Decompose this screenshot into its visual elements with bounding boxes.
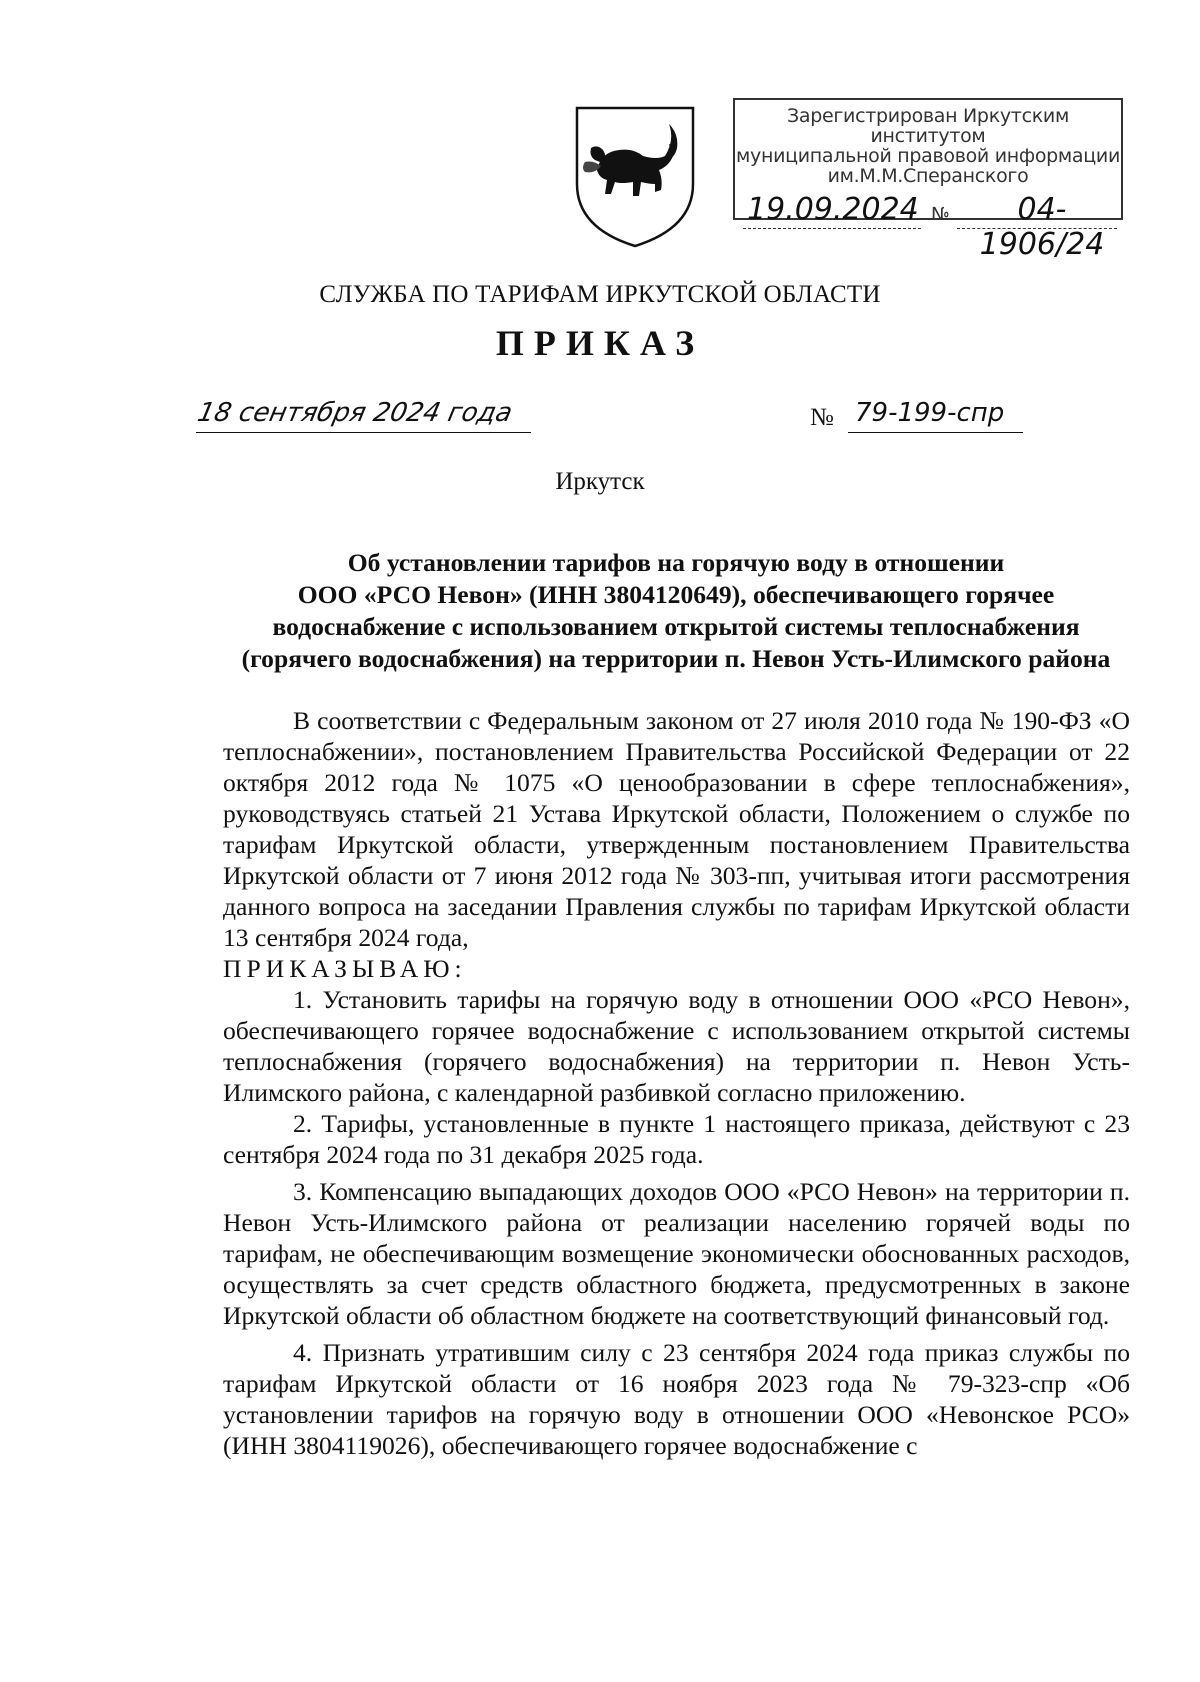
item-2-paragraph: 2. Тарифы, установленные в пункте 1 настоящего приказа, действуют с 23 сентября 2024 года по 31 декабря 2025 года.	[223, 1109, 1130, 1169]
title-line-3: водоснабжение с использованием открытой системы теплоснабжения	[272, 612, 1080, 641]
stamp-number-underline	[957, 228, 1117, 229]
item-4-paragraph: 4. Признать утратившим силу с 23 сентября 2024 года приказ службы по тарифам Иркутской области от 16 ноября 2023 года № 79-323-спр «Об установлении тарифов на горячую воду в отношении ООО «Невонское РСО» (ИНН 3804119026), обеспечивающего горячее водоснабжение с	[223, 1338, 1130, 1460]
order-date-underline	[196, 432, 531, 433]
title-line-2: ООО «РСО Невон» (ИНН 3804120649), обеспечивающего горячее	[297, 580, 1055, 609]
item-1-paragraph: 1. Установить тарифы на горячую воду в отношении ООО «РСО Невон», обеспечивающего горячее водоснабжение с использованием открытой системы теплоснабжения (горячего водоснабжения) на территории п. Невон Усть-Илимского района, с календарной разбивкой согласно приложению.	[223, 985, 1130, 1107]
document-title	[222, 547, 1130, 675]
stamp-registration-number: 04-1906/24	[979, 192, 1105, 262]
registration-stamp	[733, 98, 1123, 262]
preamble-paragraph: В соответствии с Федеральным законом от 27 июля 2010 года № 190-ФЗ «О теплоснабжении», постановлением Правительства Российской Федерации от 22 октября 2012 года № 1075 «О ценообразовании в сфере теплоснабжения», руководствуясь статьей 21 Устава Иркутской области, Положением о службе по тарифам Иркутской области, утвержденным постановлением Правительства Иркутской области от 7 июня 2012 года № 303-пп, учитывая итоги рассмотрения данного вопроса на заседании Правления службы по тарифам Иркутской области 13 сентября 2024 года,	[223, 706, 1130, 952]
order-date: 18 сентября 2024 года	[194, 398, 515, 428]
irkutsk-coat-of-arms-icon	[571, 100, 699, 250]
stamp-line-2: муниципальной правовой информации	[735, 145, 1121, 167]
document-body	[223, 705, 1130, 1461]
stamp-registration-row	[735, 192, 1121, 262]
title-line-4: (горячего водоснабжения) на территории п. Невон Усть-Илимского района	[241, 644, 1111, 673]
city: Иркутск	[555, 468, 645, 495]
order-number-underline	[848, 432, 1023, 433]
stamp-line-1: Зарегистрирован Иркутским институтом	[787, 105, 1069, 147]
order-word: ПРИКАЗЫВАЮ:	[223, 954, 467, 983]
title-line-1: Об установлении тарифов на горячую воду в отношении	[347, 548, 1005, 577]
order-number-label: №	[810, 404, 834, 431]
agency-name: СЛУЖБА ПО ТАРИФАМ ИРКУТСКОЙ ОБЛАСТИ	[319, 281, 881, 308]
stamp-registration-date: 19.09.2024	[747, 192, 919, 227]
stamp-number-label: №	[931, 204, 950, 225]
order-number: 79-199-спр	[855, 398, 1005, 428]
item-3-paragraph: 3. Компенсацию выпадающих доходов ООО «РСО Невон» на территории п. Невон Усть-Илимского района от реализации населению горячей воды по тарифам, не обеспечивающим возмещение экономически обоснованных расходов, осуществлять за счет средств областного бюджета, предусмотренных в законе Иркутской области об областном бюджете на соответствующий финансовый год.	[223, 1177, 1130, 1330]
stamp-date-underline	[743, 228, 921, 229]
document-type: ПРИКАЗ	[495, 323, 705, 363]
stamp-line-3: им.М.М.Сперанского	[827, 165, 1029, 187]
